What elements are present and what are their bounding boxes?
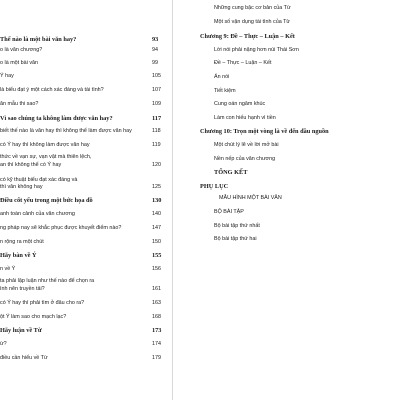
- toc-entry-title: ình nên truyền tải?: [0, 286, 45, 292]
- toc-entry-title: Tiết kiệm: [214, 88, 236, 94]
- toc-entry-title: có Ý hay thì không làm được văn hay: [0, 142, 90, 148]
- toc-page-number: 130: [152, 197, 162, 204]
- toc-entry-title: Bộ bài tập thứ nhất: [214, 223, 260, 229]
- toc-entry-title: thức về vạn sự, vạn vật mà thiên lệch,: [0, 154, 92, 160]
- toc-entry-title: có kỹ thuật biểu đạt xác đáng và: [0, 177, 78, 183]
- toc-page-number: 119: [152, 142, 161, 148]
- toc-chapter-title: Điều cốt yếu trong một bức họa đồ: [0, 197, 93, 204]
- toc-chapter-title: Vì sao chúng ta không làm được văn hay?: [0, 115, 113, 122]
- toc-entry-title: có Ý hay thì phải tìm ở đâu cho ra?: [0, 300, 85, 306]
- toc-page-number: 174: [152, 341, 161, 347]
- toc-entry-title: an thì không thể có Ý hay: [0, 162, 62, 168]
- toc-page-number: 94: [152, 47, 158, 53]
- toc-page-number: 179: [152, 355, 161, 361]
- toc-entry-title: Bộ bài tập thứ hai: [214, 236, 257, 242]
- toc-entry-title: anh toàn cảnh của văn chương: [0, 211, 75, 217]
- toc-entry-title: ột Ý làm sao cho mạch lạc?: [0, 314, 67, 320]
- toc-entry-title: Cung oán ngâm khúc: [214, 101, 266, 107]
- toc-entry-title: Một chút lý lẽ về lời mở bài: [214, 142, 279, 148]
- toc-entry-title: BỘ BÀI TẬP: [214, 209, 244, 215]
- toc-entry-title: Một số vận dụng tài tình của Từ: [214, 19, 291, 25]
- toc-page-number: 173: [152, 327, 162, 334]
- toc-entry-title: ng pháp nay sẽ khắc phục được khuyết điểm nào?: [0, 225, 122, 231]
- toc-entry-title: Đề – Thực – Luận – Kết: [214, 60, 272, 66]
- toc-entry-title: Ẩn nói: [214, 74, 230, 80]
- toc-entry-title: ta phải lập luận như thế nào để chọn ra: [0, 278, 95, 284]
- toc-entry-title: n về Ý: [0, 266, 16, 272]
- toc-entry-title: o là một bài văn: [0, 60, 39, 66]
- toc-entry-title: thì văn không hay: [0, 184, 43, 190]
- toc-page-number: 125: [152, 184, 161, 190]
- toc-page-number: 147: [152, 225, 161, 231]
- toc-chapter-title: Chương 9: Đề – Thực – Luận – Kết: [200, 33, 295, 40]
- toc-left-page: [0, 0, 173, 400]
- toc-page-number: 155: [152, 252, 162, 259]
- toc-entry-title: ăn mẫu thi sao?: [0, 101, 39, 107]
- toc-entry-title: ừ?: [0, 341, 7, 347]
- toc-entry-title: Lời nói phải nặng hơn núi Thái Sơn: [214, 47, 299, 53]
- toc-entry-title: biết thế nào là văn hay thì không thể làm được văn hay: [0, 128, 132, 134]
- toc-page-number: 107: [152, 87, 161, 93]
- toc-chapter-title: Hãy bàn về Ý: [0, 252, 37, 259]
- toc-page-number: 93: [152, 36, 159, 43]
- toc-entry-title: MẪU HÌNH MỘT BÀI VĂN: [219, 195, 282, 201]
- toc-page-number: 105: [152, 73, 161, 79]
- toc-page-number: 161: [152, 286, 161, 292]
- toc-page-number: 140: [152, 211, 161, 217]
- toc-page-number: 156: [152, 266, 161, 272]
- toc-entry-title: Ý hay: [0, 73, 14, 79]
- toc-page-number: 168: [152, 314, 161, 320]
- toc-chapter-title: PHỤ LỤC: [200, 183, 229, 190]
- toc-right-page: [200, 0, 400, 400]
- toc-chapter-title: Thế nào là một bài văn hay?: [0, 36, 77, 43]
- toc-page-number: 150: [152, 239, 161, 245]
- toc-entry-title: o là văn chương?: [0, 47, 43, 53]
- toc-chapter-title: Chương 10: Trọn một vòng là về đến đầu nguồn: [200, 128, 329, 135]
- toc-page-number: 109: [152, 101, 161, 107]
- toc-entry-title: Làm con hiếu hạnh vì tiền: [214, 115, 276, 121]
- toc-chapter-title: Hãy luận về Từ: [0, 327, 42, 334]
- toc-chapter-title: TỔNG KẾT: [214, 169, 248, 176]
- toc-page-number: 117: [152, 115, 162, 122]
- toc-entry-title: Những cung bậc cơ bản của Từ: [214, 5, 291, 11]
- toc-entry-title: Nền nếp của văn chương: [214, 156, 276, 162]
- toc-entry-title: n rộng ra một chút: [0, 239, 44, 245]
- toc-page-number: 163: [152, 300, 161, 306]
- toc-entry-title: là biểu đạt ý một cách xác đáng và tài tình?: [0, 87, 104, 93]
- toc-entry-title: điều cần hiểu về Từ: [0, 355, 48, 361]
- toc-page-number: 99: [152, 60, 158, 66]
- toc-page-number: 118: [152, 128, 161, 134]
- toc-page-number: 120: [152, 162, 161, 168]
